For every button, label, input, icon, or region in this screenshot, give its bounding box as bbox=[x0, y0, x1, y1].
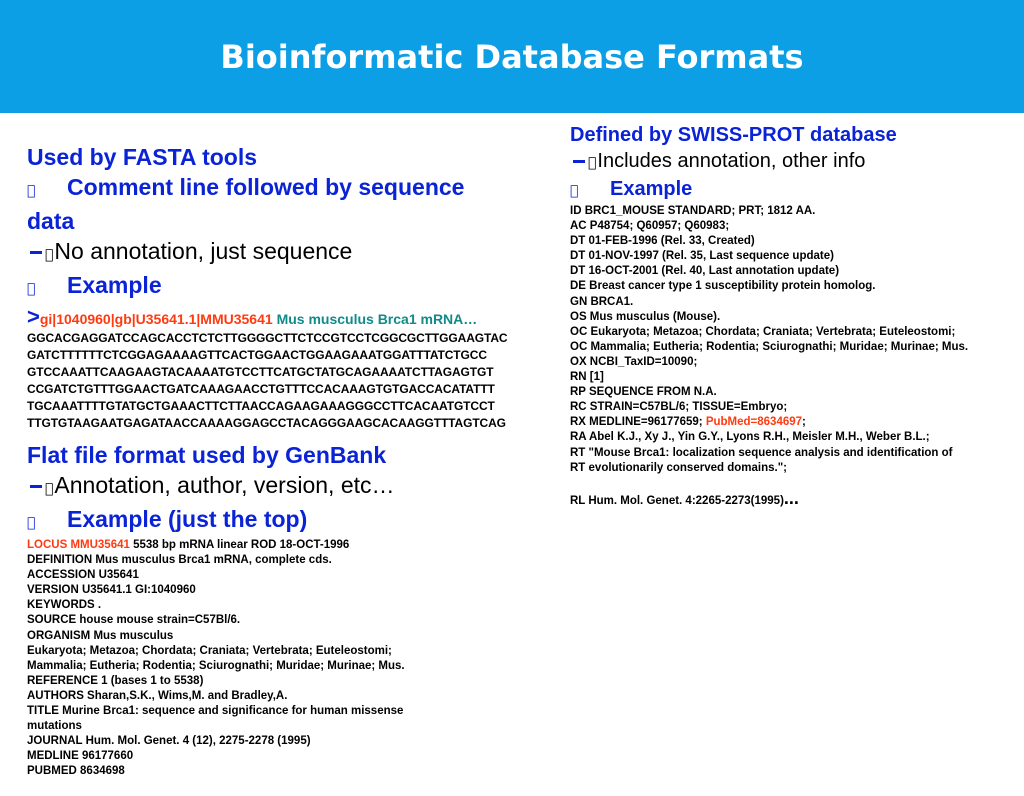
bullet-icon bbox=[588, 155, 593, 171]
swiss-line: ID BRC1_MOUSE STANDARD; PRT; 1812 AA. bbox=[570, 205, 816, 217]
swiss-line: OC Eukaryota; Metazoa; Chordata; Craniata; Vertebrata; Euteleostomi; bbox=[570, 325, 956, 338]
swiss-line: RN [1] bbox=[570, 371, 604, 384]
genbank-bullet-example bbox=[27, 504, 547, 538]
swiss-rl-text: RL Hum. Mol. Genet. 4:2265-2273(1995) bbox=[570, 494, 784, 507]
swiss-line: OS Mus musculus (Mouse). bbox=[570, 310, 721, 323]
swiss-line: DE Breast cancer type 1 susceptibility protein homolog. bbox=[570, 280, 876, 293]
swiss-line: OX NCBI_TaxID=10090; bbox=[570, 355, 698, 368]
swiss-line: RT "Mouse Brca1: localization sequence analysis and identification of bbox=[570, 446, 953, 459]
swiss-record bbox=[570, 204, 1020, 509]
fasta-bullet-example-text: Example bbox=[67, 272, 162, 298]
sequence-line: CCGATCTGTTTGGAACTGATCAAAGAACCTGTTTCCACAAAGTGTGACCACATATTT bbox=[27, 382, 495, 396]
genbank-reference: REFERENCE 1 (bases 1 to 5538) bbox=[27, 674, 204, 687]
genbank-version: VERSION U35641.1 GI:1040960 bbox=[27, 584, 196, 597]
genbank-pubmed: PUBMED 8634698 bbox=[27, 765, 125, 778]
fasta-bullet-comment bbox=[27, 172, 547, 206]
swiss-line: RC STRAIN=C57BL/6; TISSUE=Embryo; bbox=[570, 401, 788, 414]
genbank-title-cont: mutations bbox=[27, 720, 82, 733]
fasta-bullet-annotation bbox=[27, 236, 547, 270]
swiss-line: OC Mammalia; Eutheria; Rodentia; Sciurognathi; Muridae; Murinae; Mus. bbox=[570, 340, 969, 353]
sequence-line: TTGTGTAAGAATGAGATAACCAAAAGGAGCCTACAGGGAAGCACAAGGTTTAGTCAG bbox=[27, 416, 506, 430]
swiss-line: RT evolutionarily conserved domains."; bbox=[570, 461, 787, 474]
genbank-keywords: KEYWORDS . bbox=[27, 599, 102, 612]
genbank-title: TITLE Murine Brca1: sequence and significance for human missense bbox=[27, 705, 404, 718]
genbank-heading: Flat file format used by GenBank bbox=[27, 442, 387, 468]
fasta-header-desc: Mus musculus Brca1 mRNA… bbox=[276, 311, 478, 327]
swiss-bullet-example-text: Example bbox=[610, 178, 693, 200]
swiss-line: AC P48754; Q60957; Q60983; bbox=[570, 220, 730, 233]
bullet-icon bbox=[27, 515, 35, 531]
genbank-source: SOURCE house mouse strain=C57Bl/6. bbox=[27, 614, 241, 627]
swiss-rx-line bbox=[570, 415, 1020, 430]
genbank-authors: AUTHORS Sharan,S.K., Wims,M. and Bradley,A. bbox=[27, 689, 288, 702]
swiss-line: RA Abel K.J., Xy J., Yin G.Y., Lyons R.H., Meisler M.H., Weber B.L.; bbox=[570, 431, 930, 444]
title-banner bbox=[0, 0, 1024, 113]
fasta-header-line bbox=[27, 306, 547, 330]
sequence-line: GTCCAAATTCAAGAAGTACAAAATGTCCTTCATGCTATGCAGAAAATCTTAGAGTGT bbox=[27, 365, 494, 379]
fasta-sequence bbox=[27, 330, 547, 432]
fasta-heading: Used by FASTA tools bbox=[27, 144, 258, 170]
genbank-record bbox=[27, 538, 547, 780]
dash-bullet-icon bbox=[30, 485, 42, 488]
genbank-organism: ORGANISM Mus musculus bbox=[27, 629, 174, 642]
bullet-icon bbox=[45, 481, 50, 497]
fasta-header-id: gi|1040960|gb|U35641.1|MMU35641 bbox=[39, 311, 273, 327]
sequence-line: GGCACGAGGATCCAGCACCTCTCTTGGGGCTTCTCCGTCCTCGGCGCTTGGAAGTAC bbox=[27, 331, 508, 345]
swiss-line: GN BRCA1. bbox=[570, 295, 634, 308]
genbank-accession: ACCESSION U35641 bbox=[27, 569, 139, 582]
bullet-icon bbox=[27, 281, 35, 297]
fasta-bullet-comment-text: Comment line followed by sequence bbox=[67, 174, 465, 200]
swiss-bullet-annotation bbox=[570, 148, 1020, 176]
genbank-locus-rest: 5538 bp mRNA linear ROD 18-OCT-1996 bbox=[129, 539, 350, 551]
genbank-journal: JOURNAL Hum. Mol. Genet. 4 (12), 2275-2278 (1995) bbox=[27, 735, 311, 748]
swiss-line: DT 01-FEB-1996 (Rel. 33, Created) bbox=[570, 235, 755, 248]
genbank-definition: DEFINITION Mus musculus Brca1 mRNA, complete cds. bbox=[27, 554, 332, 567]
fasta-bullet-annotation-text: No annotation, just sequence bbox=[50, 238, 349, 264]
sequence-line: TGCAAATTTTGTATGCTGAAACTTCTTAACCAGAAGAAAGGGCCTTCACAATGTCCT bbox=[27, 399, 495, 413]
swiss-bullet-example bbox=[570, 176, 1020, 204]
sequence-line: GATCTTTTTTCTCGGAGAAAAGTTCACTGGAACTGGAAGAAATGGATTTATCTGCC bbox=[27, 348, 487, 362]
dash-bullet-icon bbox=[30, 251, 42, 254]
right-column bbox=[570, 122, 1020, 509]
swiss-heading: Defined by SWISS-PROT database bbox=[570, 124, 897, 146]
genbank-taxonomy: Mammalia; Eutheria; Rodentia; Sciurognathi; Muridae; Murinae; Mus. bbox=[27, 659, 405, 672]
left-column bbox=[27, 142, 547, 780]
dash-bullet-icon bbox=[573, 160, 585, 163]
bullet-icon bbox=[45, 247, 50, 263]
genbank-locus-name: LOCUS MMU35641 bbox=[27, 539, 130, 551]
fasta-gt: > bbox=[27, 304, 40, 329]
swiss-line: DT 16-OCT-2001 (Rel. 40, Last annotation update) bbox=[570, 265, 840, 278]
genbank-bullet-annotation-text: Annotation, author, version, etc… bbox=[50, 472, 391, 498]
fasta-bullet-example bbox=[27, 270, 547, 304]
genbank-bullet-annotation bbox=[27, 470, 547, 504]
swiss-rx-pubmed: PubMed=8634697 bbox=[705, 416, 803, 429]
genbank-taxonomy: Eukaryota; Metazoa; Chordata; Craniata; Vertebrata; Euteleostomi; bbox=[27, 644, 392, 657]
swiss-ellipsis: ... bbox=[783, 487, 799, 508]
genbank-locus bbox=[27, 538, 547, 553]
swiss-rl-line bbox=[570, 487, 1020, 509]
swiss-line: DT 01-NOV-1997 (Rel. 35, Last sequence update) bbox=[570, 250, 834, 263]
fasta-bullet-comment-cont: data bbox=[27, 208, 75, 234]
swiss-rx-medline: RX MEDLINE=96177659; bbox=[570, 416, 706, 429]
bullet-icon bbox=[27, 183, 35, 199]
swiss-rx-suffix: ; bbox=[802, 416, 806, 429]
genbank-medline: MEDLINE 96177660 bbox=[27, 750, 134, 763]
swiss-bullet-annotation-text: Includes annotation, other info bbox=[593, 150, 862, 172]
bullet-icon bbox=[570, 183, 578, 199]
genbank-bullet-example-text: Example (just the top) bbox=[67, 506, 308, 532]
page-title: Bioinformatic Database Formats bbox=[220, 38, 804, 76]
swiss-line: RP SEQUENCE FROM N.A. bbox=[570, 386, 717, 399]
